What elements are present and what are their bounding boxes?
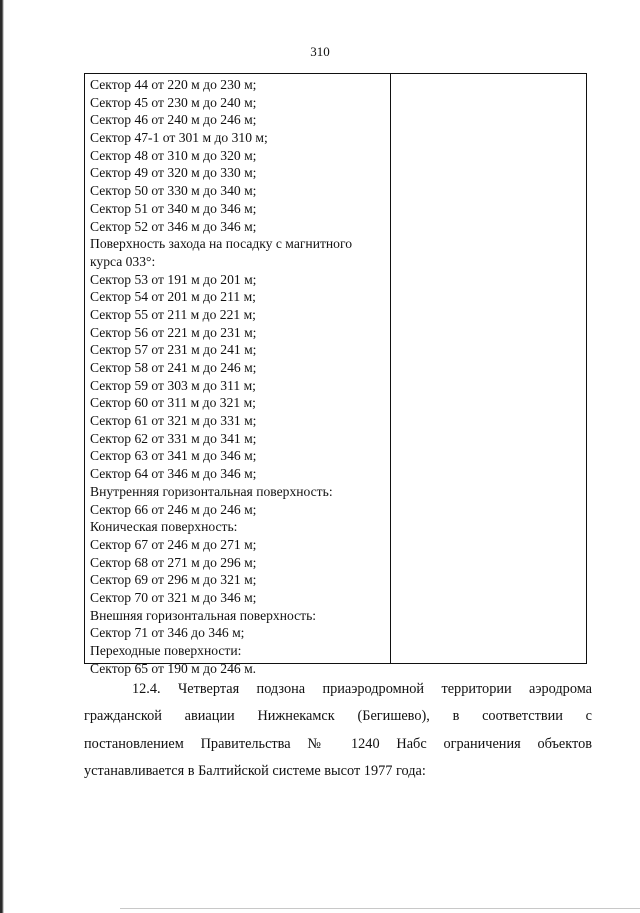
table-line: Коническая поверхность: xyxy=(90,519,238,535)
table-line: курса 033°: xyxy=(90,253,156,269)
table-line: Сектор 50 от 330 м до 340 м; xyxy=(90,183,257,199)
table-line: Внешняя горизонтальная поверхность: xyxy=(90,607,317,623)
paragraph-line: устанавливается в Балтийской системе высот 1977 года: xyxy=(84,762,426,779)
table-line: Сектор 62 от 331 м до 341 м; xyxy=(90,430,257,446)
table-line: Сектор 56 от 221 м до 231 м; xyxy=(90,324,257,340)
table-line: Сектор 58 от 241 м до 246 м; xyxy=(90,360,257,375)
table-line: Сектор 70 от 321 м до 346 м; xyxy=(90,589,257,605)
table-line: Сектор 65 от 190 м до 246 м. xyxy=(90,660,257,676)
table-line: Сектор 67 от 246 м до 271 м; xyxy=(90,536,257,552)
section-12-4-paragraph xyxy=(84,676,592,785)
table-cell-left xyxy=(90,76,388,677)
table-line: Сектор 68 от 271 м до 296 м; xyxy=(90,554,257,570)
page-number: 310 xyxy=(310,44,330,59)
table-line: Сектор 59 от 303 м до 311 м; xyxy=(90,377,256,393)
paragraph-line: 12.4. Четвертая подзона приаэродромной территории аэродрома xyxy=(132,681,592,697)
table-line: Сектор 57 от 231 м до 241 м; xyxy=(90,342,257,358)
paragraph-line: гражданской авиации Нижнекамск (Бегишево), в соответствии с xyxy=(84,708,592,725)
scan-bottom-edge xyxy=(120,908,640,909)
scan-edge-shadow xyxy=(0,0,4,913)
table-column-divider xyxy=(390,74,391,663)
paragraph-line: постановлением Правительства № 1240 Набс ограничения объектов xyxy=(84,735,592,752)
table-line: Внутренняя горизонтальная поверхность: xyxy=(90,483,333,499)
table-line: Сектор 53 от 191 м до 201 м; xyxy=(90,271,257,287)
table-line: Сектор 61 от 321 м до 331 м; xyxy=(90,413,257,429)
table-line: Сектор 54 от 201 м до 211 м; xyxy=(90,289,256,305)
table-line: Сектор 49 от 320 м до 330 м; xyxy=(90,165,257,181)
table-line: Сектор 71 от 346 до 346 м; xyxy=(90,625,245,641)
table-line: Сектор 60 от 311 м до 321 м; xyxy=(90,395,256,411)
table-line: Сектор 44 от 220 м до 230 м; xyxy=(90,77,257,92)
table-line: Переходные поверхности: xyxy=(90,643,242,658)
table-line: Сектор 47-1 от 301 м до 310 м; xyxy=(90,130,268,146)
table-line: Сектор 55 от 211 м до 221 м; xyxy=(90,306,256,322)
table-line: Сектор 69 от 296 м до 321 м; xyxy=(90,572,257,588)
table-line: Сектор 48 от 310 м до 320 м; xyxy=(90,147,257,163)
table-line: Сектор 45 от 230 м до 240 м; xyxy=(90,94,257,110)
table-line: Сектор 46 от 240 м до 246 м; xyxy=(90,112,257,128)
table-line: Сектор 66 от 246 м до 246 м; xyxy=(90,501,257,517)
table-line: Сектор 64 от 346 м до 346 м; xyxy=(90,466,257,482)
sectors-table xyxy=(84,73,587,676)
table-line: Сектор 52 от 346 м до 346 м; xyxy=(90,218,257,234)
table-line: Сектор 51 от 340 м до 346 м; xyxy=(90,200,257,216)
table-line: Поверхность захода на посадку с магнитного xyxy=(90,236,353,252)
table-line: Сектор 63 от 341 м до 346 м; xyxy=(90,448,257,464)
